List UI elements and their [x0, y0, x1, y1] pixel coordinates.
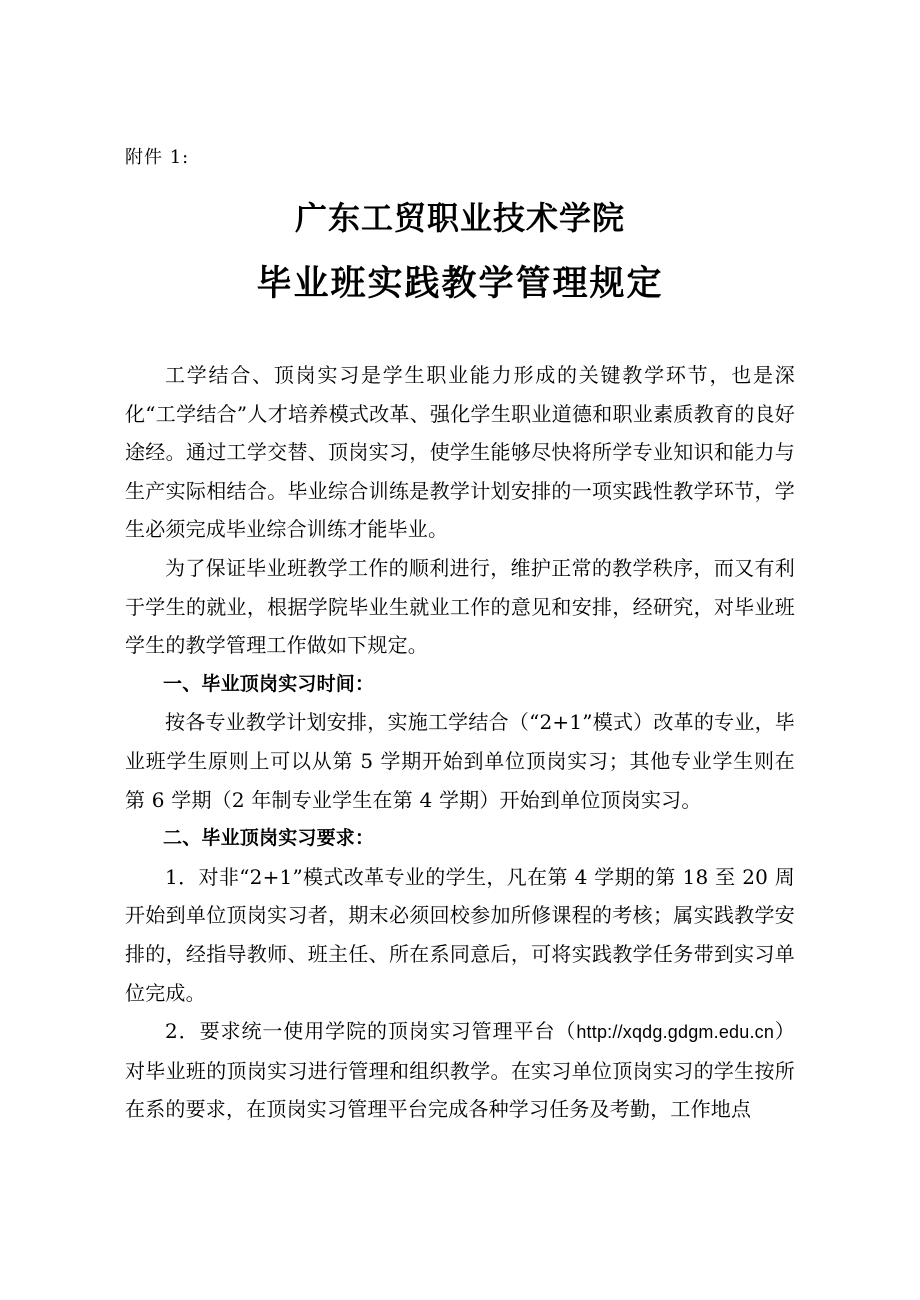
- section-1-paragraph: 按各专业教学计划安排，实施工学结合（“2+1”模式）改革的专业，毕业班学生原则上可以从第 5 学期开始到单位顶岗实习；其他专业学生则在第 6 学期（2 年制专业学生在第 4 学期）开始到单位顶岗实习。: [125, 710, 795, 812]
- document-title-line-2: 毕业班实践教学管理规定: [256, 264, 664, 304]
- document-body: [125, 356, 795, 1129]
- attachment-label: 附件 1:: [125, 147, 190, 168]
- section-2-item-1: 1．对非“2+1”模式改革专业的学生，凡在第 4 学期的第 18 至 20 周开始到单位顶岗实习者，期末必须回校参加所修课程的考核；属实践教学安排的，经指导教师、班主任、所在系同意后，可将实践教学任务带到实习单位完成。: [125, 864, 795, 1005]
- document-title-line-1: 广东工贸职业技术学院: [294, 199, 625, 237]
- section-2-heading: 二、毕业顶岗实习要求：: [163, 827, 375, 850]
- platform-url-link[interactable]: http://xqdg.gdgm.edu.cn: [576, 1022, 775, 1043]
- intro-paragraph-1: 工学结合、顶岗实习是学生职业能力形成的关键教学环节，也是深化“工学结合”人才培养模式改革、强化学生职业道德和职业素质教育的良好途经。通过工学交替、顶岗实习，使学生能够尽快将所学专业知识和能力与生产实际相结合。毕业综合训练是教学计划安排的一项实践性教学环节，学生必须完成毕业综合训练才能毕业。: [125, 363, 795, 542]
- item-2-text-end: ）对毕业班的顶岗实习进行管理和组织教学。在实习单位顶岗实习的学生按所在系的要求，在顶岗实习管理平台完成各种学习任务及考勤，工作地点: [125, 1019, 795, 1122]
- item-2-text-start: 2．要求统一使用学院的顶岗实习管理平台（: [165, 1019, 577, 1044]
- section-1-heading: 一、毕业顶岗实习时间：: [163, 672, 375, 695]
- section-2-item-2: [125, 1012, 795, 1129]
- intro-paragraph-2: 为了保证毕业班教学工作的顺利进行，维护正常的教学秩序，而又有利于学生的就业，根据学院毕业生就业工作的意见和安排，经研究，对毕业班学生的教学管理工作做如下规定。: [125, 555, 795, 658]
